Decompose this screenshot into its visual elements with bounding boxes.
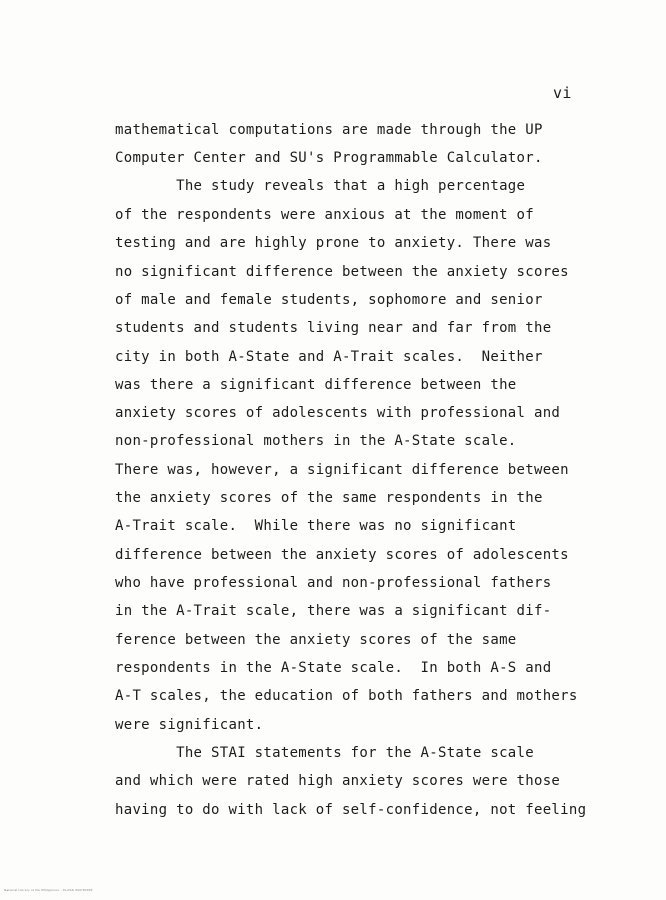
- text-line: respondents in the A-State scale. In both A-S and: [115, 660, 552, 676]
- text-line: Computer Center and SU's Programmable Calculator.: [115, 150, 543, 166]
- text-line: who have professional and non-professional fathers: [115, 575, 552, 591]
- text-line: were significant.: [115, 717, 264, 733]
- text-line: A-T scales, the education of both fathers and mothers: [115, 688, 578, 704]
- text-line: testing and are highly prone to anxiety. There was: [115, 235, 552, 251]
- text-line: of the respondents were anxious at the moment of: [115, 207, 534, 223]
- text-line: having to do with lack of self-confidence, not feeling: [115, 802, 587, 818]
- text-line: There was, however, a significant difference between: [115, 462, 569, 478]
- text-line: in the A-Trait scale, there was a significant dif-: [115, 603, 552, 619]
- text-line: of male and female students, sophomore and senior: [115, 292, 543, 308]
- text-line: was there a significant difference between the: [115, 377, 517, 393]
- text-line: difference between the anxiety scores of adolescents: [115, 547, 569, 563]
- text-line: mathematical computations are made through the UP: [115, 122, 543, 138]
- text-line: anxiety scores of adolescents with professional and: [115, 405, 561, 421]
- page-number: vi: [553, 84, 572, 102]
- text-line: city in both A-State and A-Trait scales. Neither: [115, 349, 543, 365]
- text-line: no significant difference between the anxiety scores: [115, 264, 569, 280]
- text-line: A-Trait scale. While there was no significant: [115, 518, 517, 534]
- text-line: and which were rated high anxiety scores were those: [115, 773, 561, 789]
- text-line: non-professional mothers in the A-State scale.: [115, 433, 517, 449]
- text-line: ference between the anxiety scores of the same: [115, 632, 517, 648]
- text-line: the anxiety scores of the same respondents in the: [115, 490, 543, 506]
- archive-footer: National Library of the Philippines · CLASS 003/TR003: [4, 888, 93, 892]
- text-line: The study reveals that a high percentage: [115, 178, 526, 194]
- text-line: The STAI statements for the A-State scale: [115, 745, 534, 761]
- text-line: students and students living near and far from the: [115, 320, 552, 336]
